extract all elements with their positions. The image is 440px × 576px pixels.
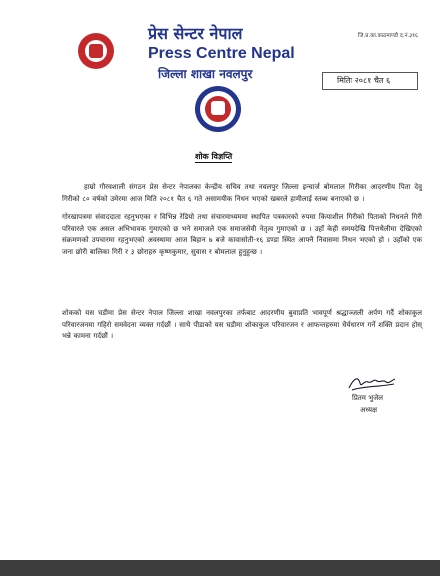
paragraph-announcement: हाम्रो गौरवशाली संगठन प्रेस सेन्टर नेपालका केन्द्रीय सचिव तथा नवलपुर जिल्ला इन्चार्ज बोमलाल गिरीका आदरणीय पिता देवु गिरीको ८० वर्षको उमेरमा आज मिति २०८१ चैत ६ गते असामयीक निधन भएको खबरले हामीलाई स्तब्ध बनाएको छ । bbox=[62, 183, 422, 203]
signatory-title: अध्यक्ष bbox=[360, 406, 378, 414]
emblem-fist-shape bbox=[211, 101, 225, 115]
bottom-shadow bbox=[0, 560, 440, 576]
press-emblem-icon bbox=[195, 86, 241, 132]
signatory-name: प्रितम भुजेल bbox=[352, 394, 384, 402]
org-name-english: Press Centre Nepal bbox=[148, 45, 295, 62]
press-centre-logo-icon bbox=[78, 33, 114, 69]
notice-title: शोक विज्ञप्ति bbox=[195, 152, 233, 161]
paragraph-condolence: शोकको यस घडीमा प्रेस सेन्टर नेपाल जिल्ला शाखा नवलपुरका तर्फबाट आदरणीय बुवाप्रति भावपूर्ण श्रद्धाञ्जली अर्पण गर्दै शोकाकुल परिवारजनमा गहिरो समवेदना व्यक्त गर्दछौं । साथै पीडाको यस घडीमा शोकाकुल परिवारजन र आफन्तहरुमा धैर्यधारण गर्ने शक्ति प्रदान होस् भन्ने कामना गर्दछौं । bbox=[62, 309, 422, 340]
registration-number: जि.प्र.का.काठमाण्डौ द.नं.३१६ bbox=[358, 33, 418, 39]
branch-name: जिल्ला शाखा नवलपुर bbox=[158, 67, 253, 81]
paragraph-details: गोरखापत्रमा संवाददाता रहनुभएका र विभिन्न रेडियो तथा संचारमाध्यममा स्थापित पत्रकारको रुपमा कियाशील गिरीको पिताको निधनले गिरी परिवारले एक असल अभिभावक गुमाएको छ भने समाजले एक समाजसेवी नेतृत्व गुमाएको छ । उहाँ केही समयदेखि पित्तथैलीमा देखिएको संक्रमणको उपचारमा रहनुभएको अवस्थामा आज बिहान ७ बजे कावासोती-१६ डण्डा स्थित आफ्नै निवासमा निधन भएको हो । उहाँको एक जना छोरी बालिका गिरी र ३ छोराहरु कृष्णकुमार, सुवास र बोमलाल हुनुहुन्छ । bbox=[62, 213, 422, 256]
logo-fist-shape bbox=[89, 44, 103, 58]
signature-scribble-icon bbox=[346, 374, 398, 394]
date-box: मितिः २०८१ चैत ६ bbox=[322, 72, 418, 90]
org-name-nepali: प्रेस सेन्टर नेपाल bbox=[148, 24, 243, 43]
